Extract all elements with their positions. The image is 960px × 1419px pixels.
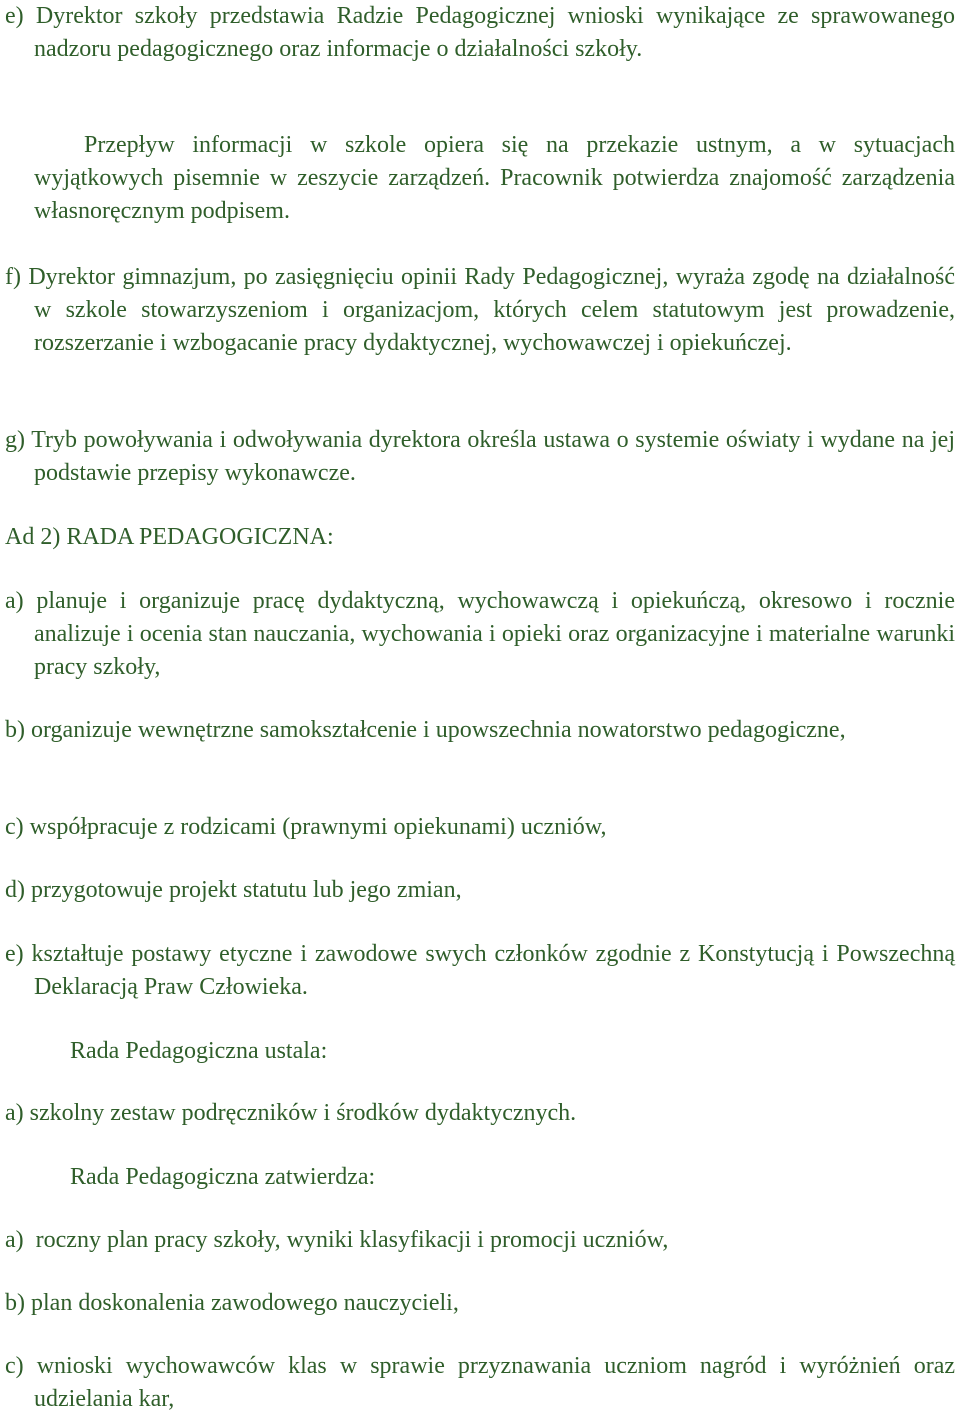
list-item-plans-organizes: a) planuje i organizuje pracę dydaktyczną, wychowawczą i opiekuńczą, okresowo i rocznie analizuje i ocenia stan nauczania, wychowania i opieki oraz organizacyjne i materialne warunki pracy szkoły, (5, 588, 955, 680)
list-item-self-education: b) organizuje wewnętrzne samokształcenie i upowszechnia nowatorstwo pedagogiczne, (5, 717, 846, 743)
list-item-teacher-proposals: c) wnioski wychowawców klas w sprawie przyznawania uczniom nagród i wyróżnień oraz udzielania kar, (5, 1353, 955, 1412)
list-item-textbooks: a) szkolny zestaw podręczników i środków dydaktycznych. (5, 1100, 577, 1126)
list-item-statute-project: d) przygotowuje projekt statutu lub jego zmian, (5, 877, 462, 903)
paragraph-director-proposals: e) Dyrektor szkoły przedstawia Radzie Pedagogicznej wnioski wynikające ze sprawowanego nadzoru pedagogicznego oraz informacje o działalności szkoły. (5, 3, 955, 62)
list-item-cooperates-parents: c) współpracuje z rodzicami (prawnymi opiekunami) uczniów, (5, 814, 607, 840)
subheading-ustala: Rada Pedagogiczna ustala: (70, 1038, 328, 1064)
paragraph-information-flow: Przepływ informacji w szkole opiera się na przekazie ustnym, a w sytuacjach wyjątkowych pisemnie w zeszycie zarządzeń. Pracownik potwierdza znajomość zarządzenia własnoręcznym podpisem. (34, 132, 955, 224)
list-item-annual-plan: a) roczny plan pracy szkoły, wyniki klasyfikacji i promocji uczniów, (5, 1227, 669, 1253)
paragraph-appointment-mode: g) Tryb powoływania i odwoływania dyrektora określa ustawa o systemie oświaty i wydane na jej podstawie przepisy wykonawcze. (5, 427, 955, 486)
subheading-zatwierdza: Rada Pedagogiczna zatwierdza: (70, 1164, 376, 1190)
list-item-ethical-attitudes: e) kształtuje postawy etyczne i zawodowe swych członków zgodnie z Konstytucją i Powszechną Deklaracją Praw Człowieka. (5, 941, 955, 1000)
list-item-professional-development: b) plan doskonalenia zawodowego nauczycieli, (5, 1290, 459, 1316)
section-heading-rada-pedagogiczna: Ad 2) RADA PEDAGOGICZNA: (5, 524, 334, 550)
paragraph-director-consent: f) Dyrektor gimnazjum, po zasięgnięciu opinii Rady Pedagogicznej, wyraża zgodę na działalność w szkole stowarzyszeniom i organizacjom, których celem statutowym jest prowadzenie, rozszerzanie i wzbogacanie pracy dydaktycznej, wychowawczej i opiekuńczej. (5, 264, 955, 356)
